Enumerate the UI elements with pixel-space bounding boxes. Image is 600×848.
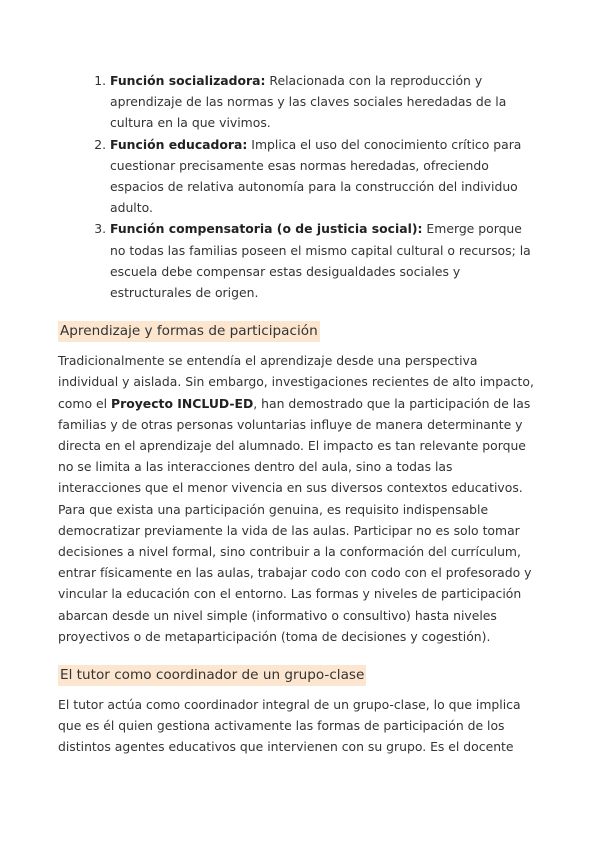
paragraph-participation: Para que exista una participación genuina, es requisito indispensable democratizar previamente la vida de las aulas. Participar no es solo tomar decisiones a nivel formal, sino contribuir a la conformación del currículum, entrar físicamente en las aulas, trabajar codo con codo con el profesorado y vincular la educación con el entorno. Las formas y niveles de participación abarcan desde un nivel simple (informativo o consultivo) hasta niveles proyectivos o de metaparticipación (toma de decisiones y cogestión). (58, 501, 532, 644)
section-heading-tutor: El tutor como coordinador de un grupo-clase (58, 665, 366, 686)
section-heading-learning: Aprendizaje y formas de participación (58, 321, 320, 342)
term-socializing-function: Función socializadora: (110, 73, 266, 88)
description-educating-function: Implica el uso del conocimiento crítico para cuestionar precisamente esas normas heredadas, ofreciendo espacios de relativa autonomía para la construcción del individuo adulto. (110, 136, 522, 216)
paragraph-tutor: El tutor actúa como coordinador integral de un grupo-clase, lo que implica que es él quien gestiona activamente las formas de participación de los distintos agentes educativos que intervienen con su grupo. Es el docente (58, 697, 521, 755)
term-educating-function: Función educadora: (110, 136, 248, 152)
paragraph-learning-research-start: Tradicionalmente se entendía el aprendizaje desde una perspectiva individual y aislada. Sin embargo, investigaciones recientes de alto impacto, como el (58, 353, 534, 411)
list-item-educating-function (110, 134, 538, 219)
term-compensatory-function: Función compensatoria (o de justicia social): (110, 221, 423, 237)
paragraph-learning-research (58, 350, 538, 498)
list-item-compensatory-function (110, 218, 538, 303)
description-compensatory-function: Emerge porque no todas las familias poseen el mismo capital cultural o recursos; la escuela debe compensar estas desigualdades sociales y estructurales de origen. (110, 221, 531, 301)
list-item-socializing-function (110, 70, 538, 134)
paragraph-learning-research-end: , han demostrado que la participación de las familias y de otras personas voluntarias influye de manera determinante y directa en el aprendizaje del alumnado. El impacto es tan relevante porque no se limita a las interacciones dentro del aula, sino a todas las interacciones que el menor vivencia en sus diversos contextos educativos. (58, 395, 531, 496)
description-socializing-function: Relacionada con la reproducción y aprendizaje de las normas y las claves sociales heredadas de la cultura en la que vivimos. (110, 73, 507, 131)
project-includ-ed: Proyecto INCLUD-ED (111, 395, 254, 411)
functions-list (58, 70, 538, 303)
